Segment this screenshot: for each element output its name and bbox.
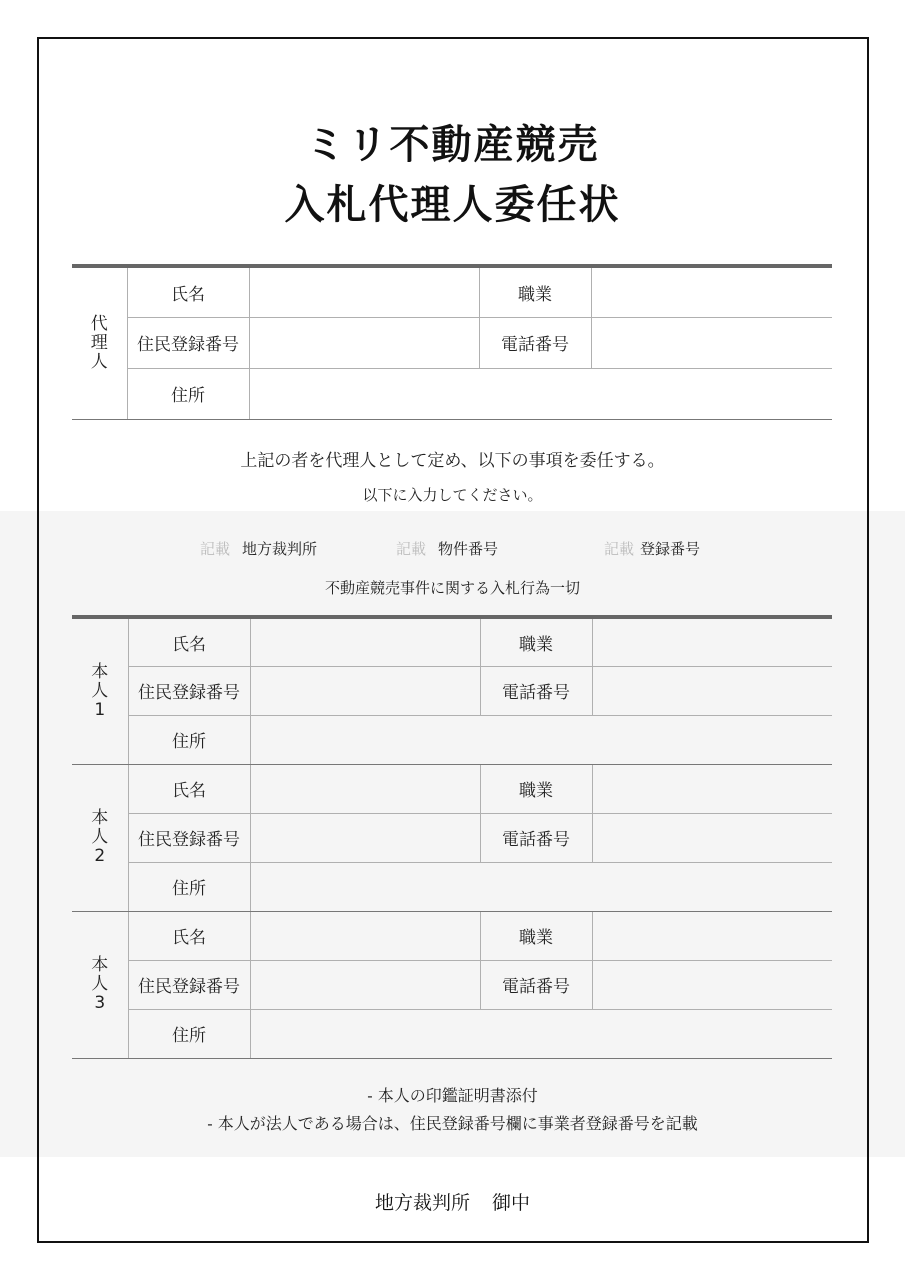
court-fill-in[interactable] — [200, 538, 317, 560]
principal-1-name-field[interactable] — [250, 617, 480, 666]
principal-1-phone-label: 電話番号 — [480, 666, 592, 715]
principal-3-group-label: 本 人 3 — [72, 911, 128, 1058]
principal-3-phone-field[interactable] — [592, 960, 832, 1009]
principal-2-group-label: 本 人 2 — [72, 764, 128, 911]
instruction-text: 以下に入力してください。 — [362, 486, 543, 504]
principal-1-group-label: 本 人 1 — [72, 617, 128, 764]
property-number-input-placeholder[interactable]: 記載 — [396, 540, 427, 558]
principal-2-name-label: 氏名 — [128, 764, 250, 813]
agent-occupation-label: 職業 — [479, 266, 591, 317]
principal-2-address-field[interactable] — [250, 862, 832, 911]
agent-address-field[interactable] — [249, 368, 832, 419]
agent-name-field[interactable] — [249, 266, 479, 317]
agent-resident-number-field[interactable] — [249, 317, 479, 368]
principal-2-occupation-label: 職業 — [480, 764, 592, 813]
principal-1-phone-field[interactable] — [592, 666, 832, 715]
principal-3-occupation-label: 職業 — [480, 911, 592, 960]
principal-1-resident-number-field[interactable] — [250, 666, 480, 715]
principal-3-address-field[interactable] — [250, 1009, 832, 1058]
principal-2-resident-number-label: 住民登録番号 — [128, 813, 250, 862]
addressee — [0, 1188, 905, 1215]
principal-3-occupation-field[interactable] — [592, 911, 832, 960]
mandate-scope: 不動産競売事件に関する入札行為一切 — [324, 579, 580, 597]
addressee-honorific: 御中 — [492, 1192, 531, 1214]
court-label: 地方裁判所 — [242, 540, 318, 558]
registration-number-fill-in[interactable] — [604, 538, 700, 560]
court-input-placeholder[interactable]: 記載 — [200, 540, 231, 558]
principal-1-occupation-label: 職業 — [480, 617, 592, 666]
agent-table — [72, 264, 832, 420]
principal-3-phone-label: 電話番号 — [480, 960, 592, 1009]
registration-number-label: 登録番号 — [640, 540, 701, 558]
principal-3-name-field[interactable] — [250, 911, 480, 960]
principal-2-phone-field[interactable] — [592, 813, 832, 862]
principal-2-occupation-field[interactable] — [592, 764, 832, 813]
principal-1-name-label: 氏名 — [128, 617, 250, 666]
document-title-line2: 入札代理人委任状 — [284, 181, 621, 228]
principal-2-phone-label: 電話番号 — [480, 813, 592, 862]
agent-resident-number-label: 住民登録番号 — [127, 317, 249, 368]
principal-2-resident-number-field[interactable] — [250, 813, 480, 862]
addressee-court: 地方裁判所 — [374, 1192, 470, 1214]
principal-2-name-field[interactable] — [250, 764, 480, 813]
agent-occupation-field[interactable] — [591, 266, 832, 317]
principal-1-resident-number-label: 住民登録番号 — [128, 666, 250, 715]
principal-2-address-label: 住所 — [128, 862, 250, 911]
agent-phone-field[interactable] — [591, 317, 832, 368]
agent-address-label: 住所 — [127, 368, 249, 419]
property-number-label: 物件番号 — [438, 540, 499, 558]
registration-number-input-placeholder[interactable]: 記載 — [604, 540, 635, 558]
principal-1-address-field[interactable] — [250, 715, 832, 764]
document-title-line1: ミリ不動産競売 — [305, 121, 600, 168]
principal-3-resident-number-field[interactable] — [250, 960, 480, 1009]
principal-1-occupation-field[interactable] — [592, 617, 832, 666]
delegation-statement: 上記の者を代理人として定め、以下の事項を委任する。 — [240, 451, 665, 471]
note-corporate-registration: - 本人が法人である場合は、住民登録番号欄に事業者登録番号を記載 — [207, 1114, 698, 1133]
principal-3-address-label: 住所 — [128, 1009, 250, 1058]
principals-table — [72, 615, 832, 1059]
agent-phone-label: 電話番号 — [479, 317, 591, 368]
principal-3-resident-number-label: 住民登録番号 — [128, 960, 250, 1009]
agent-name-label: 氏名 — [127, 266, 249, 317]
principal-1-address-label: 住所 — [128, 715, 250, 764]
property-number-fill-in[interactable] — [396, 538, 498, 560]
principal-3-name-label: 氏名 — [128, 911, 250, 960]
note-seal-certificate: - 本人の印鑑証明書添付 — [367, 1086, 538, 1105]
agent-group-label: 代 理 人 — [72, 266, 127, 419]
